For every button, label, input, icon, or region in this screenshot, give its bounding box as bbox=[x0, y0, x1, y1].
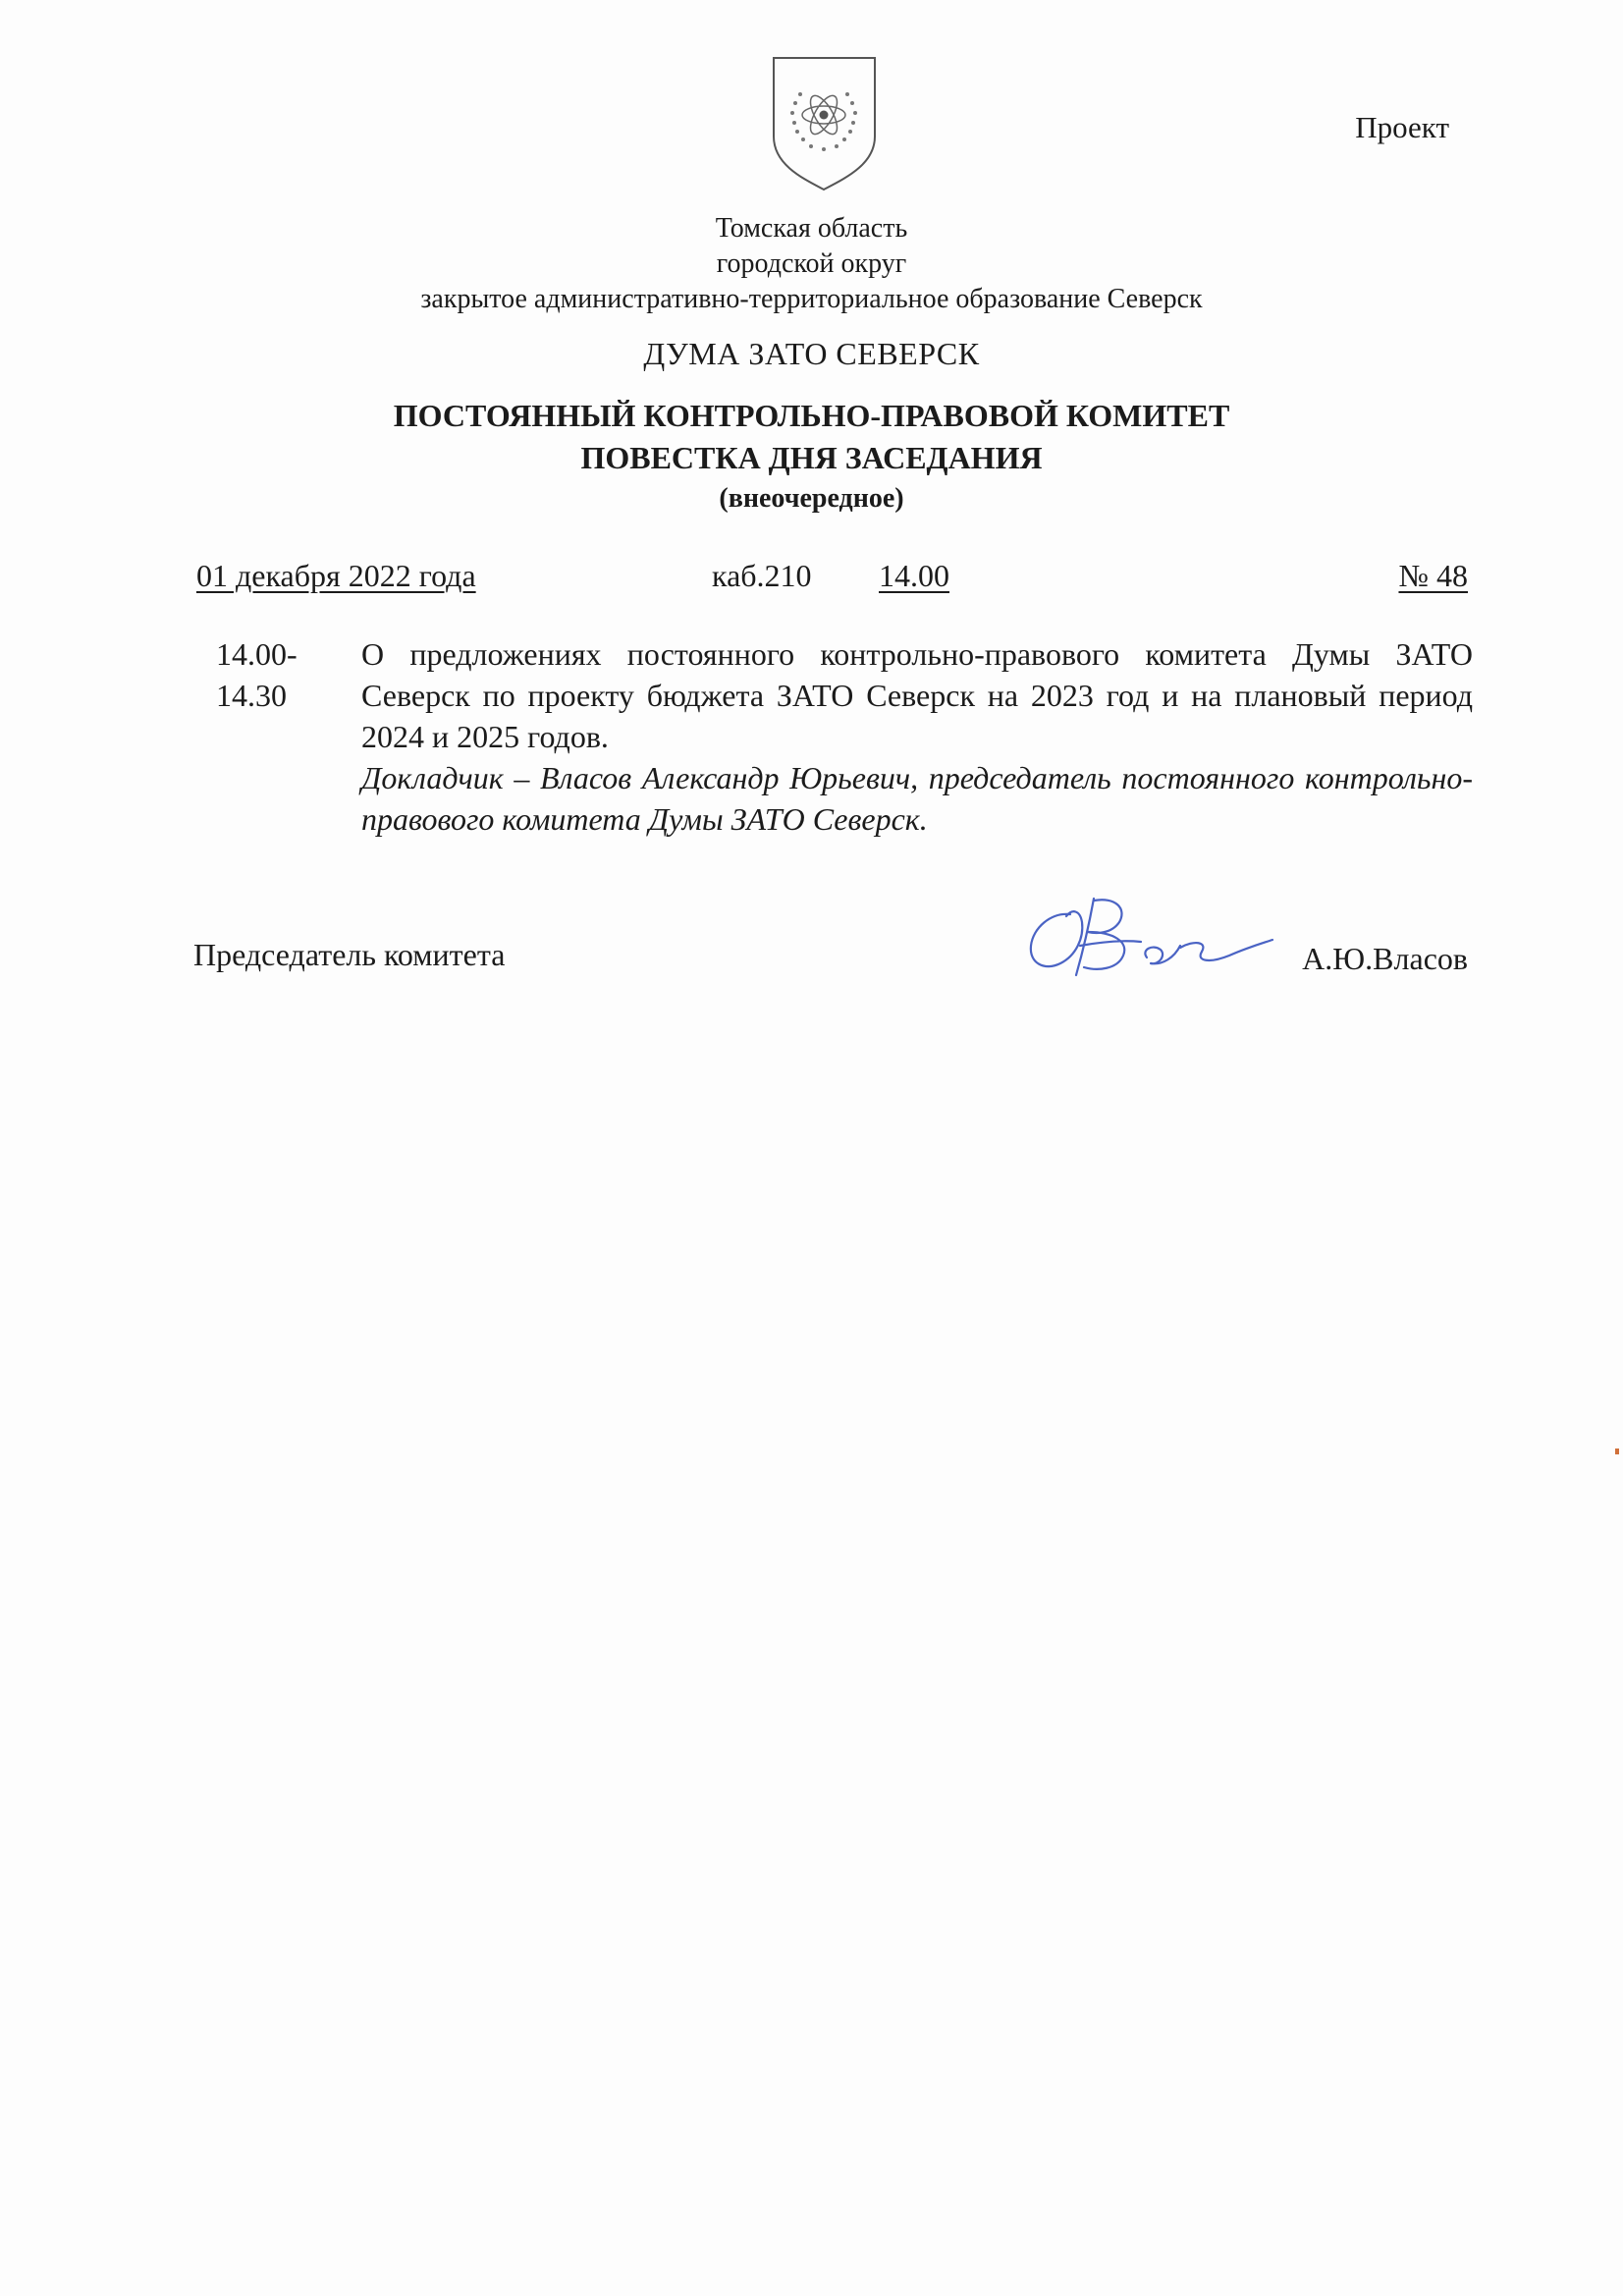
meeting-date: 01 декабря 2022 года bbox=[196, 558, 476, 593]
agenda-title: ПОВЕСТКА ДНЯ ЗАСЕДАНИЯ bbox=[580, 440, 1043, 475]
coat-of-arms-icon bbox=[768, 54, 881, 191]
agenda-time-end: 14.30 bbox=[216, 678, 287, 713]
session-type: (внеочередное) bbox=[719, 483, 904, 514]
agenda-item-text: О предложениях постоянного контрольно-правового комитета Думы ЗАТО Северск по проекту бюджета ЗАТО Северск на 2023 год и на плановый период 2024 и 2025 годов. bbox=[361, 636, 1473, 754]
signature-block bbox=[193, 931, 1468, 990]
signature-name: А.Ю.Власов bbox=[1302, 941, 1468, 976]
agenda-item-body bbox=[361, 633, 1473, 840]
duma-title: ДУМА ЗАТО СЕВЕРСК bbox=[643, 336, 980, 371]
org-header bbox=[0, 211, 1623, 317]
meeting-meta bbox=[196, 558, 1468, 599]
agenda-time-start: 14.00- bbox=[216, 636, 298, 672]
meeting-number: № 48 bbox=[1398, 558, 1468, 593]
agenda-item-speaker: Докладчик – Власов Александр Юрьевич, председатель постоянного контрольно-правового комитета Думы ЗАТО Северск. bbox=[361, 760, 1473, 837]
committee-title: ПОСТОЯННЫЙ КОНТРОЛЬНО-ПРАВОВОЙ КОМИТЕТ bbox=[393, 398, 1230, 433]
signature-title: Председатель комитета bbox=[193, 937, 506, 972]
header-region: Томская область bbox=[715, 213, 908, 244]
draft-label: Проект bbox=[1355, 110, 1449, 144]
header-district: городской округ bbox=[716, 248, 907, 279]
meeting-room: каб.210 bbox=[712, 558, 812, 593]
scan-speck bbox=[1615, 1449, 1619, 1454]
header-entity: закрытое административно-территориальное образование Северск bbox=[420, 284, 1203, 314]
meeting-time: 14.00 bbox=[879, 558, 949, 593]
committee-block bbox=[0, 395, 1623, 519]
agenda-item-time bbox=[216, 633, 324, 716]
